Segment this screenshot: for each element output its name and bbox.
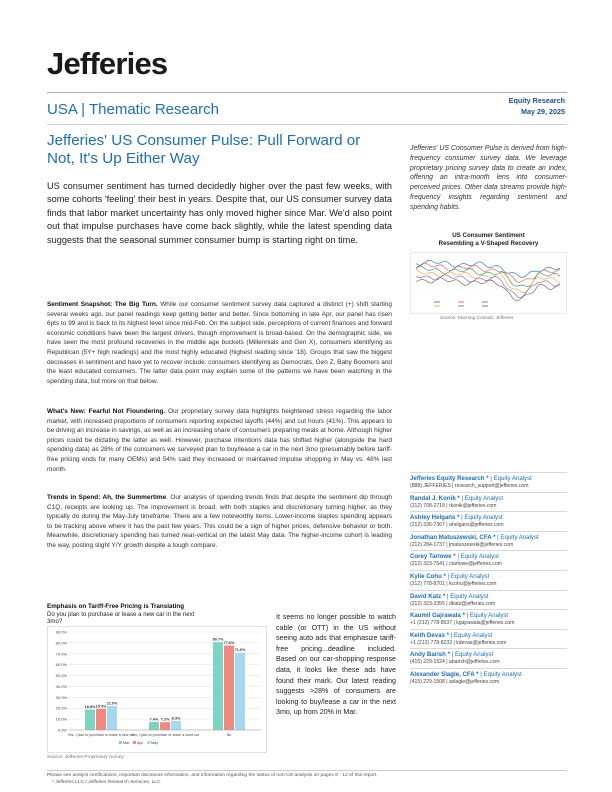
- analyst-entry: [410, 492, 567, 512]
- analyst-name-text: Andy Barish *: [410, 651, 450, 659]
- analyst-entry: [410, 609, 567, 629]
- analyst-contact[interactable]: +1 (212) 778-8233 | kdevas@jefferies.com: [410, 639, 507, 646]
- analyst-contact[interactable]: (212) 336-7367 | ahelgans@jefferies.com: [410, 522, 504, 529]
- side-chart-title-line: Resembling a V-Shaped Recovery: [438, 240, 539, 247]
- category-label: Yes, I plan to purchase or lease a used car: [131, 733, 199, 737]
- analyst-entry: [410, 648, 567, 668]
- car-purchase-bar-chart: [47, 626, 267, 753]
- analyst-name-text: Keith Devas *: [410, 631, 449, 639]
- paragraph-heading: Trends in Spend: Ah, the Summertime: [47, 494, 167, 501]
- header-divider: [47, 92, 567, 93]
- category-label: Yes, I plan to purchase or lease a new car: [67, 733, 135, 737]
- bar-chart-subtitle: Do you plan to purchase or lease a new car in the next 3mo?: [47, 611, 195, 626]
- bar-chart-source: Source: Jefferies Proprietary Survey: [47, 755, 124, 760]
- analyst-role: | Equity Analyst: [450, 631, 493, 639]
- analyst-entry: [410, 531, 567, 551]
- analyst-list: [410, 472, 567, 688]
- bar: [213, 642, 223, 730]
- analyst-contact[interactable]: (212) 284-1737 | jmatuszewski@jefferies.com: [410, 541, 514, 548]
- analyst-name-text: Kaumil Gajrawala *: [410, 612, 465, 620]
- bar-value-label: 19.4%: [95, 704, 107, 709]
- analyst-role: | Equity Analyst: [457, 553, 499, 561]
- article-headline: Jefferies' US Consumer Pulse: Pull Forward or Not, It's Up Either Way: [47, 132, 361, 167]
- analyst-role: | Equity Analyst: [461, 494, 504, 502]
- analyst-contact[interactable]: +1 (212) 778-8537 | kgajrawala@jefferies.com: [410, 620, 515, 627]
- y-tick-label: 80.0%: [55, 640, 67, 646]
- bar: [171, 721, 181, 730]
- y-tick-label: 10.0%: [55, 716, 67, 722]
- bar: [107, 706, 117, 730]
- legend-label: May: [151, 741, 159, 745]
- paragraph-body: While our consumer sentiment survey data captured a distinct (+) shift starting several weeks ago, our panel readings keep getting better and better. Since bottoming in late Apr, our panel has risen 6pts to 99 and is back to its highest level since mid-Feb. On the subject side, perceptions of current finances and forward economic conditions have been the largest drivers, though improvement is broad-based. On the demographic side, we have seen the most profound recoveries in the middle age buckets (Millennials and Gen X), consumers identifying as Republican (5Y+ high readings) and the most highly educated (highest reading since '18). Groups that saw the biggest decreases in sentiment and have yet to recover include: consumers identifying as Democrats, Gen Z, Baby Boomers and the least educated consumers. The latter data point may explain some of the patterns we have been watching in the spending data, but more on that below.: [47, 301, 392, 385]
- report-type: Equity Research: [508, 96, 565, 105]
- paragraph-sentiment: [47, 300, 392, 386]
- footer-entity: * Jefferies LLC / Jefferies Research Services, LLC: [52, 780, 161, 785]
- bar: [96, 709, 106, 730]
- analyst-name[interactable]: [410, 593, 567, 601]
- analyst-role: | Equity Analyst: [490, 475, 532, 482]
- bar-chart-title: Emphasis on Tariff-Free Pricing is Translating: [47, 603, 185, 610]
- y-tick-label: 90.0%: [55, 629, 67, 635]
- analyst-contact[interactable]: (415) 229-1508 | aslagle@jefferies.com: [410, 678, 500, 685]
- article-lede: US consumer sentiment has turned decidedly higher over the past few weeks, with some cohorts 'feeling' their best in years. Despite that, our US consumer survey data finds that labor market uncertainty has only moved higher since Mar. We'd also point out that impulse purchases have come back slightly, while the latest spending data suggests that the seasonal summer consumer bump is starting right on time.: [47, 181, 392, 245]
- legend-swatch: [119, 741, 122, 744]
- analyst-entry: [410, 570, 567, 590]
- footer-divider: [47, 770, 567, 771]
- footer-disclosure: Please see analyst certifications, important disclosure information, and information regarding the status of non-US analysts on pages 8 - 12 of this report.: [47, 773, 378, 778]
- analyst-contact[interactable]: (212) 778-8701 | kcohu@jefferies.com: [410, 580, 497, 587]
- analyst-name-text: Jonathan Matuszewski, CFA *: [410, 533, 496, 541]
- analyst-name[interactable]: [410, 632, 567, 640]
- side-chart-title-line: US Consumer Sentiment: [452, 232, 525, 239]
- legend-label: Apr: [137, 741, 143, 745]
- paragraph-heading: Sentiment Snapshot: The Big Turn.: [47, 301, 158, 308]
- paragraph-whats-new: [47, 407, 392, 474]
- analyst-entry: [410, 550, 567, 570]
- analyst-name-text: Alexander Slagle, CFA *: [410, 670, 479, 678]
- analyst-name[interactable]: [410, 573, 567, 581]
- side-chart-source: Source: Morning Consult, Jefferies: [440, 316, 514, 321]
- bar: [224, 646, 234, 730]
- bar: [160, 722, 170, 730]
- sidebar-intro: Jefferies' US Consumer Pulse is derived from high-frequency consumer survey data. We leverage proprietary pricing survey data to create an index, offering an intra-month lens into consumer-perceived prices. Other data streams provide high-frequency insights regarding sentiment and spending habits.: [410, 145, 567, 211]
- paragraph-body: Our proprietary survey data highlights heightened stress regarding the labor market, with increased proportions of consumers reporting expected layoffs (44%) and cut hours (41%). This appears to be driving an increase in savings, as well as an increasing share of consumers preparing meals at home. Although higher prices could be dictating the latter as well. However, purchase intentions data has shifted higher (alongside the hard spending data) as 28% of the consumers we surveyed plan to buy/lease a car in the next 3mo (presumably before tariff-free pricing ends for many OEMs) and 54% said they increased or maintained impulse shopping in May vs. 48% last month.: [47, 408, 392, 473]
- category-label: No: [226, 733, 232, 737]
- analyst-entry: [410, 511, 567, 531]
- jefferies-logo: Jefferies: [47, 46, 168, 81]
- analyst-role: | Equity Analyst: [480, 670, 522, 678]
- analyst-name-text: David Katz *: [410, 592, 446, 600]
- legend-swatch: [133, 741, 136, 744]
- bar-value-label: 22.0%: [106, 701, 118, 706]
- analyst-name-text: Randal J. Konik *: [410, 494, 460, 502]
- analyst-name[interactable]: [410, 651, 567, 659]
- report-date: May 29, 2025: [521, 107, 565, 116]
- analyst-name[interactable]: [410, 553, 567, 561]
- analyst-entry: [410, 472, 567, 492]
- section-title: USA | Thematic Research: [47, 101, 220, 118]
- analyst-contact[interactable]: (888) JEFFERIES | research_support@jefferies.com: [410, 483, 529, 489]
- analyst-name-text: Kylie Cohu *: [410, 572, 446, 580]
- paragraph-trends: [47, 493, 392, 551]
- paragraph-heading: What's New: Fearful Not Floundering.: [47, 408, 166, 415]
- analyst-name[interactable]: [410, 475, 567, 483]
- analyst-role: | Equity Analyst: [447, 572, 490, 580]
- analyst-name[interactable]: [410, 612, 567, 620]
- analyst-name[interactable]: [410, 514, 567, 522]
- bar-value-label: 8.3%: [171, 716, 181, 721]
- y-tick-label: 70.0%: [55, 651, 67, 657]
- y-tick-label: 50.0%: [55, 673, 67, 679]
- y-tick-label: 0.0%: [57, 727, 67, 733]
- bar-value-label: 7.2%: [160, 717, 170, 722]
- chart-frame: [411, 253, 567, 314]
- bar-value-label: 77.6%: [223, 641, 235, 646]
- side-chart-title: [410, 232, 567, 248]
- bar: [85, 710, 95, 730]
- bar: [149, 722, 159, 730]
- analyst-name[interactable]: [410, 534, 567, 542]
- analyst-name-text: Jefferies Equity Research *: [410, 475, 489, 482]
- car-shopping-commentary: It seems no longer possible to watch cable (or OTT) in the US without seeing auto ads that emphasize tariff-free pricing...deadline included. Based on our car-shopping response data, it looks like these ads have found their mark. Our latest reading suggests >28% of consumers are looking to buy/lease a car in the next 3mo, up from 20% in Mar.: [276, 613, 396, 717]
- paragraph-body: . Our analysis of spending trends finds that despite the sentiment dip through C1Q, receipts are looking up. The improvement is broad, with both staples and discretionary turning higher, as they typically do during the May-July timeframe. There are a few noteworthy items. Lower-income staples spending appears to be tracking above where it has the past few years. This could be a sign of higher prices, defensive behavior or both. Meanwhile, discretionary spending has turned near-vertical on the latest May data. The higher-income cohort is leading the way, posting slight Y/Y growth despite a tough compare.: [47, 494, 392, 549]
- bar: [235, 653, 245, 730]
- header-divider-secondary: [47, 124, 567, 125]
- analyst-contact[interactable]: (212) 323-3355 | dkatz@jefferies.com: [410, 600, 496, 607]
- analyst-role: | Equity Analyst: [446, 592, 489, 600]
- analyst-name-text: Ashley Helgans *: [410, 514, 460, 522]
- bar-value-label: 7.4%: [149, 717, 159, 722]
- analyst-contact[interactable]: (415) 229-1524 | abarish@jefferies.com: [410, 659, 500, 666]
- analyst-name[interactable]: [410, 671, 567, 679]
- analyst-entry: [410, 668, 567, 688]
- y-tick-label: 40.0%: [55, 683, 67, 689]
- y-tick-label: 20.0%: [55, 705, 67, 711]
- analyst-entry: [410, 590, 567, 610]
- bar-value-label: 80.7%: [212, 637, 224, 642]
- analyst-contact[interactable]: (212) 708-2719 | rkonik@jefferies.com: [410, 502, 497, 509]
- analyst-name-text: Corey Tarlowe *: [410, 553, 456, 561]
- sentiment-line-chart: [410, 252, 567, 314]
- analyst-entry: [410, 629, 567, 649]
- bar-value-label: 71.0%: [234, 648, 246, 653]
- legend-swatch: [147, 741, 150, 744]
- analyst-role: | Equity Analyst: [466, 612, 509, 620]
- analyst-name[interactable]: [410, 495, 567, 503]
- analyst-role: | Equity Analyst: [497, 533, 539, 541]
- analyst-role: | Equity Analyst: [461, 514, 503, 522]
- bar-value-label: 18.8%: [84, 705, 96, 710]
- y-tick-label: 30.0%: [55, 694, 67, 700]
- y-tick-label: 60.0%: [55, 662, 67, 668]
- analyst-contact[interactable]: (212) 323-7541 | ctarlowe@jefferies.com: [410, 561, 502, 568]
- legend-label: Mar: [123, 741, 130, 745]
- analyst-role: | Equity Analyst: [451, 651, 494, 659]
